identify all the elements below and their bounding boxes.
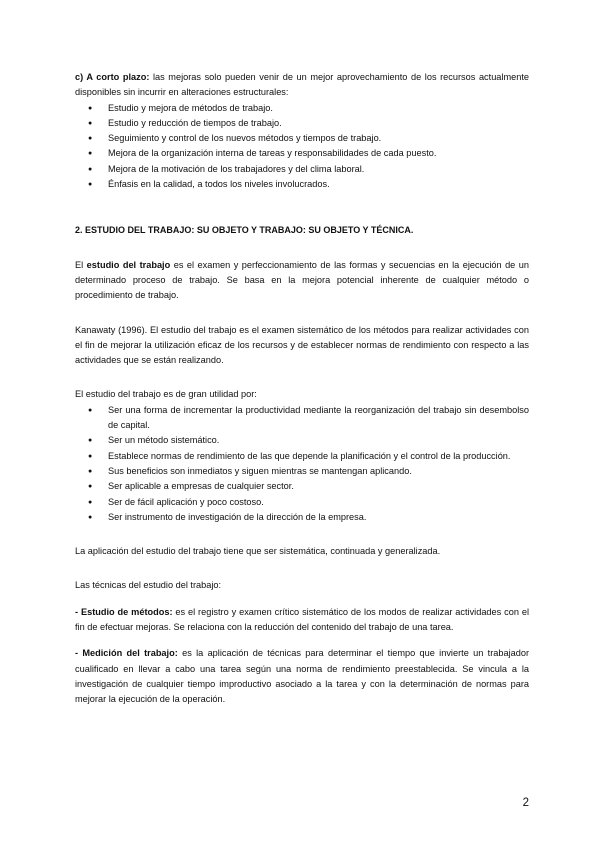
list-item: ● Estudio y mejora de métodos de trabajo. [75, 101, 529, 116]
list-item: ● Ser instrumento de investigación de la dirección de la empresa. [75, 510, 529, 525]
list-item: ● Establece normas de rendimiento de las que depende la planificación y el control de la producción. [75, 449, 529, 464]
methods-label: - Estudio de métodos: [75, 606, 173, 617]
kanawaty-paragraph: Kanawaty (1996). El estudio del trabajo es el examen sistemático de los métodos para realizar actividades con el fin de mejorar la utilización eficaz de los recursos y de establecer normas de rendimiento con respecto a las actividades que se están realizando. [75, 324, 529, 366]
list-item: ● Seguimiento y control de los nuevos métodos y tiempos de trabajo. [75, 131, 529, 146]
document-page [75, 70, 529, 708]
measurement-paragraph [75, 646, 529, 707]
list-item: ● Ser una forma de incrementar la productividad mediante la reorganización del trabajo sin desembolso de capital. [75, 403, 529, 434]
definition-paragraph [75, 258, 529, 304]
short-term-list [75, 101, 529, 193]
measurement-label: - Medición del trabajo: [75, 648, 178, 659]
list-item: ● Mejora de la organización interna de tareas y responsabilidades de cada puesto. [75, 146, 529, 161]
methods-paragraph [75, 605, 529, 636]
definition-text: es el examen y perfeccionamiento de las formas y secuencias en la ejecución de un determinado proceso de trabajo. Se basa en la mejora potencial inherente de cualquier método o procedimiento de trabajo. [75, 259, 529, 301]
application-paragraph: La aplicación del estudio del trabajo tiene que ser sistemática, continuada y generalizada. [75, 546, 441, 557]
list-item: ● Ser aplicable a empresas de cualquier sector. [75, 479, 529, 494]
section-heading: 2. ESTUDIO DEL TRABAJO: SU OBJETO Y TRABAJO: SU OBJETO Y TÉCNICA. [75, 225, 414, 236]
definition-prefix: El [75, 259, 87, 270]
short-term-paragraph [75, 70, 529, 101]
list-item: ● Ser de fácil aplicación y poco costoso. [75, 495, 529, 510]
short-term-text: las mejoras solo pueden venir de un mejor aprovechamiento de los recursos actualmente disponibles sin incurrir en alteraciones estructurales: [75, 72, 529, 98]
short-term-label: c) A corto plazo: [75, 72, 150, 82]
list-item: ● Mejora de la motivación de los trabajadores y del clima laboral. [75, 162, 529, 177]
page-number: 2 [522, 797, 529, 809]
list-item: ● Estudio y reducción de tiempos de trabajo. [75, 116, 529, 131]
utility-intro: El estudio del trabajo es de gran utilidad por: [75, 389, 257, 400]
list-item: ● Sus beneficios son inmediatos y siguen mientras se mantengan aplicando. [75, 464, 529, 479]
measurement-text: es la aplicación de técnicas para determinar el tiempo que invierte un trabajador cualificado en llevar a cabo una tarea según una norma de rendimiento preestablecida. Se vincula a la investigación de cualquier tiempo improductivo asociado a la tarea y con la determinación de normas para mejorar la ejecución de la operación. [75, 648, 530, 705]
definition-term: estudio del trabajo [86, 259, 171, 270]
methods-text: es el registro y examen crítico sistemático de los modos de realizar actividades con el fin de efectuar mejoras. Se relaciona con la reducción del contenido del trabajo de una tarea. [75, 606, 530, 633]
list-item: ● Ser un método sistemático. [75, 433, 529, 448]
techniques-intro: Las técnicas del estudio del trabajo: [75, 580, 222, 591]
utility-list [75, 403, 529, 525]
list-item: ● Énfasis en la calidad, a todos los niveles involucrados. [75, 177, 529, 192]
